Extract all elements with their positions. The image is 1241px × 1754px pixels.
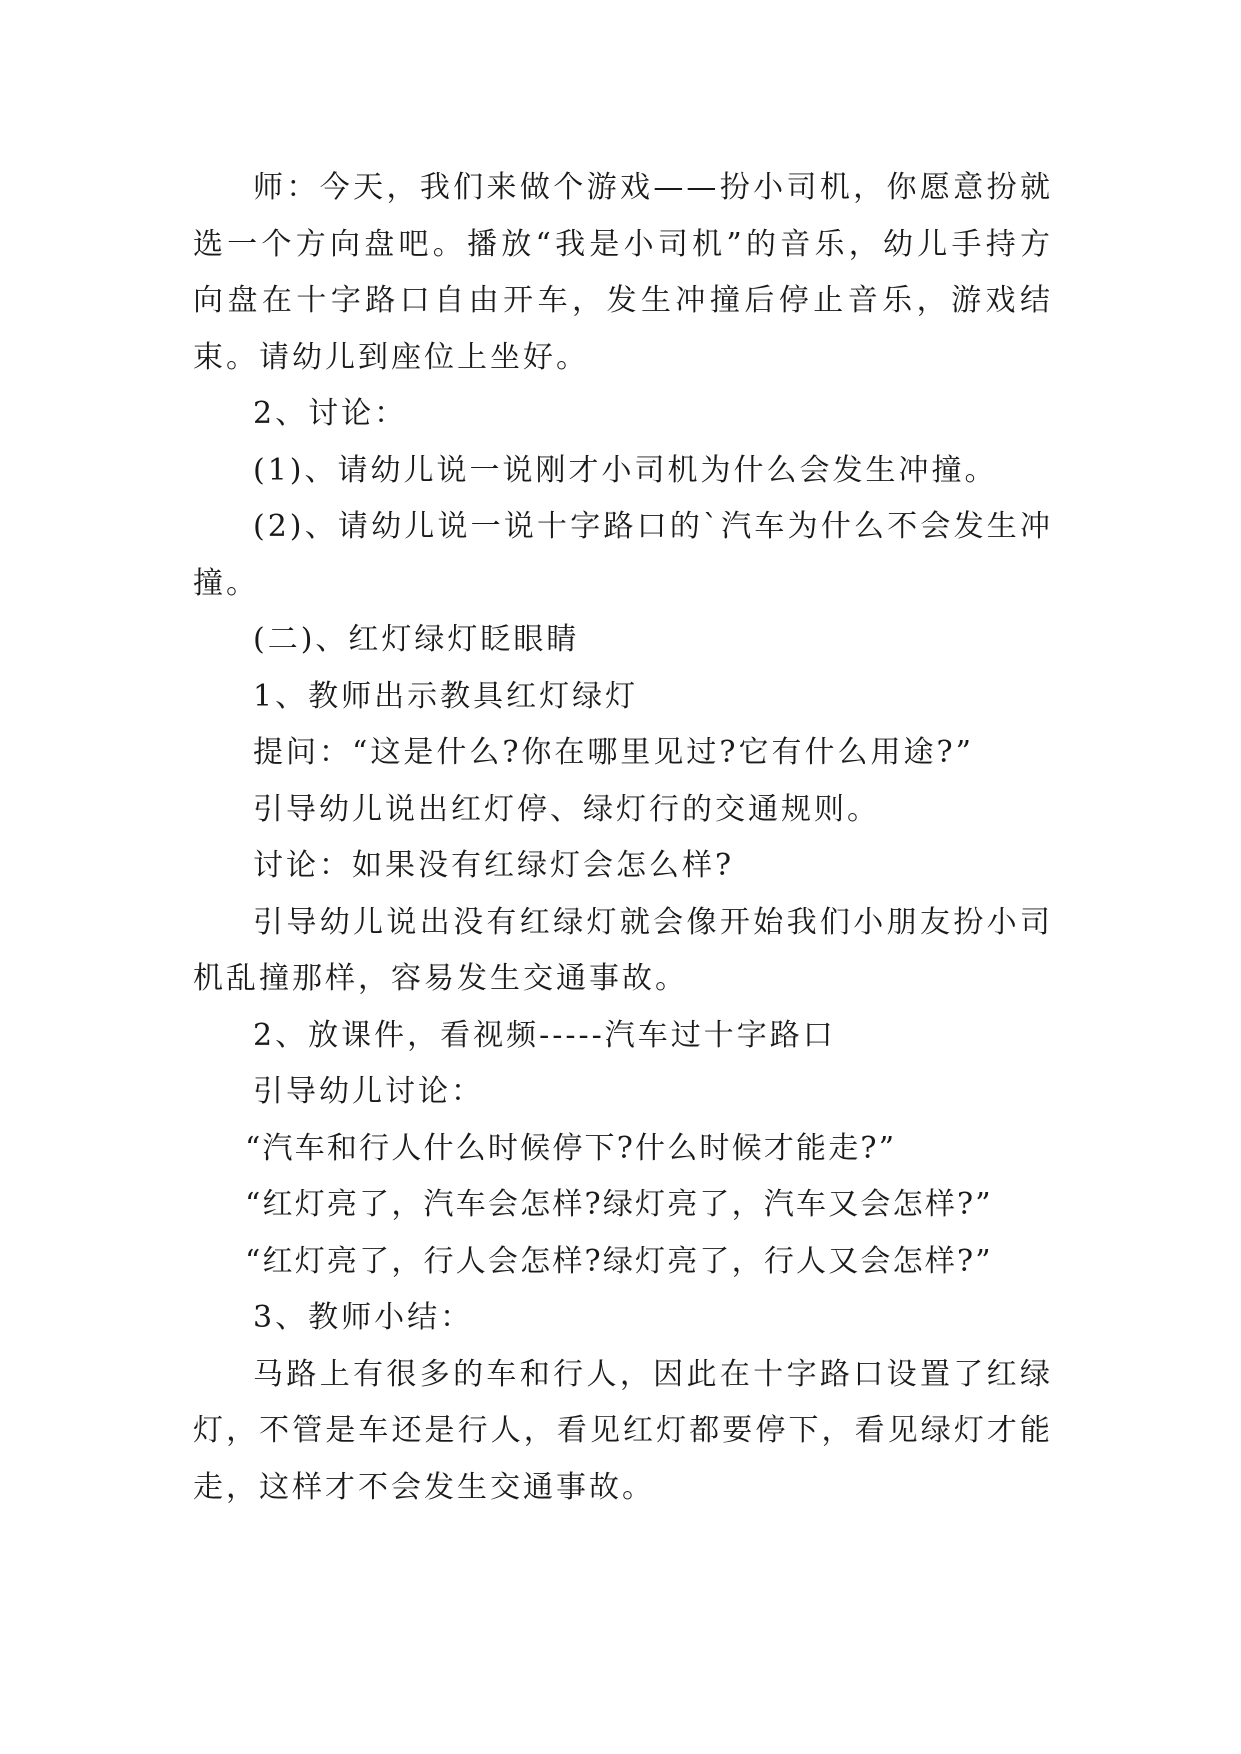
paragraph-guide-discussion: 引导幼儿讨论： [253, 1074, 484, 1109]
paragraph-quote-pedestrians: “红灯亮了，行人会怎样?绿灯亮了，行人又会怎样?” [245, 1243, 993, 1279]
paragraph-quote-cars: “红灯亮了，汽车会怎样?绿灯亮了，汽车又会怎样?” [245, 1187, 993, 1222]
paragraph-section-two-heading: (二)、红灯绿灯眨眼睛 [253, 622, 580, 657]
paragraph-teacher-shows-lights: 1、教师出示教具红灯绿灯 [253, 678, 639, 714]
paragraph-summary-heading: 3、教师小结： [253, 1300, 474, 1335]
paragraph-video-heading: 2、放课件，看视频-----汽车过十字路口 [253, 1017, 836, 1053]
paragraph-discussion-heading: 2、讨论： [253, 396, 408, 431]
paragraph-discussion-1: (1)、请幼儿说一说刚才小司机为什么会发生冲撞。 [253, 452, 998, 488]
paragraph-traffic-rule: 引导幼儿说出红灯停、绿灯行的交通规则。 [253, 791, 880, 827]
paragraph-game-intro: 师：今天，我们来做个游戏——扮小司机，你愿意扮就选一个方向盘吧。播放“我是小司机”的音乐，幼儿手持方向盘在十字路口自由开车，发生冲撞后停止音乐，游戏结束。请幼儿到座位上坐好。 [193, 170, 1053, 375]
paragraph-discussion-2: (2)、请幼儿说一说十字路口的`汽车为什么不会发生冲撞。 [193, 509, 1053, 601]
paragraph-accident-explanation: 引导幼儿说出没有红绿灯就会像开始我们小朋友扮小司机乱撞那样，容易发生交通事故。 [193, 904, 1053, 996]
paragraph-quote-when-stop: “汽车和行人什么时候停下?什么时候才能走?” [245, 1130, 897, 1166]
paragraph-summary: 马路上有很多的车和行人，因此在十字路口设置了红绿灯，不管是车还是行人，看见红灯都要停下，看见绿灯才能走，这样才不会发生交通事故。 [193, 1356, 1053, 1505]
paragraph-question: 提问：“这是什么?你在哪里见过?它有什么用途?” [253, 735, 974, 770]
paragraph-discussion-no-lights: 讨论：如果没有红绿灯会怎么样? [253, 848, 735, 883]
document-body [193, 160, 1053, 1516]
